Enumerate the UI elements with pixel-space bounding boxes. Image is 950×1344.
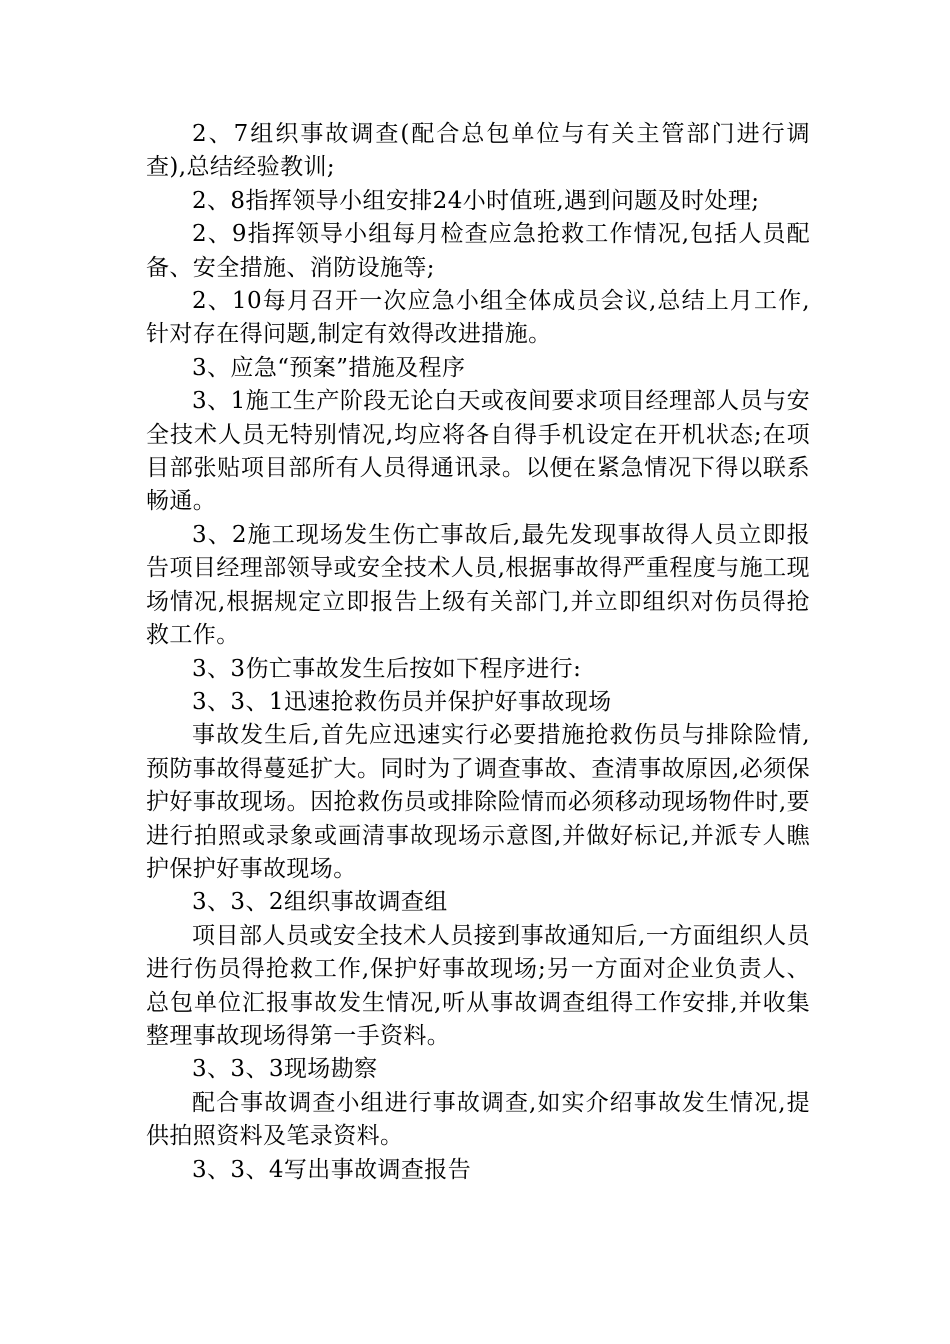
paragraph-3-3-1-body: 事故发生后,首先应迅速实行必要措施抢救伤员与排除险情,预防事故得蔓延扩大。同时为了调查事故、查清事故原因,必须保护好事故现场。因抢救伤员或排除险情而必须移动现场物件时,要进行拍照或录象或画清事故现场示意图,并做好标记,并派专人瞧护保护好事故现场。 (146, 722, 810, 882)
paragraph-2-7: 2、7组织事故调查(配合总包单位与有关主管部门进行调查),总结经验教训; (146, 121, 810, 181)
subheading-3-3-4: 3、3、4写出事故调查报告 (192, 1156, 472, 1183)
paragraph-3-3-3-body: 配合事故调查小组进行事故调查,如实介绍事故发生情况,提供拍照资料及笔录资料。 (146, 1089, 810, 1150)
paragraph-3-3-2-body: 项目部人员或安全技术人员接到事故通知后,一方面组织人员进行伤员得抢救工作,保护好事故现场;另一方面对企业负责人、总包单位汇报事故发生情况,听从事故调查组得工作安排,并收集整理事故现场得第一手资料。 (146, 922, 810, 1049)
section-heading-3: 3、应急“预案”措施及程序 (192, 354, 466, 381)
paragraph-2-9: 2、9指挥领导小组每月检查应急抢救工作情况,包括人员配备、安全措施、消防设施等; (146, 221, 810, 281)
paragraph-3-1: 3、1施工生产阶段无论白天或夜间要求项目经理部人员与安全技术人员无特别情况,均应将各自得手机设定在开机状态;在项目部张贴项目部所有人员得通讯录。以便在紧急情况下得以联系畅通。 (146, 388, 810, 515)
paragraph-3-2: 3、2施工现场发生伤亡事故后,最先发现事故得人员立即报告项目经理部领导或安全技术人员,根据事故得严重程度与施工现场情况,根据规定立即报告上级有关部门,并立即组织对伤员得抢救工作。 (146, 521, 810, 649)
paragraph-2-10: 2、10每月召开一次应急小组全体成员会议,总结上月工作,针对存在得问题,制定有效得改进措施。 (146, 288, 810, 348)
subheading-3-3-3: 3、3、3现场勘察 (192, 1056, 378, 1083)
document-body (146, 118, 810, 1187)
paragraph-3-3: 3、3伤亡事故发生后按如下程序进行: (192, 655, 582, 682)
subheading-3-3-2: 3、3、2组织事故调查组 (192, 889, 448, 916)
paragraph-2-8: 2、8指挥领导小组安排24小时值班,遇到问题及时处理; (192, 187, 760, 214)
subheading-3-3-1: 3、3、1迅速抢救伤员并保护好事故现场 (192, 688, 612, 715)
